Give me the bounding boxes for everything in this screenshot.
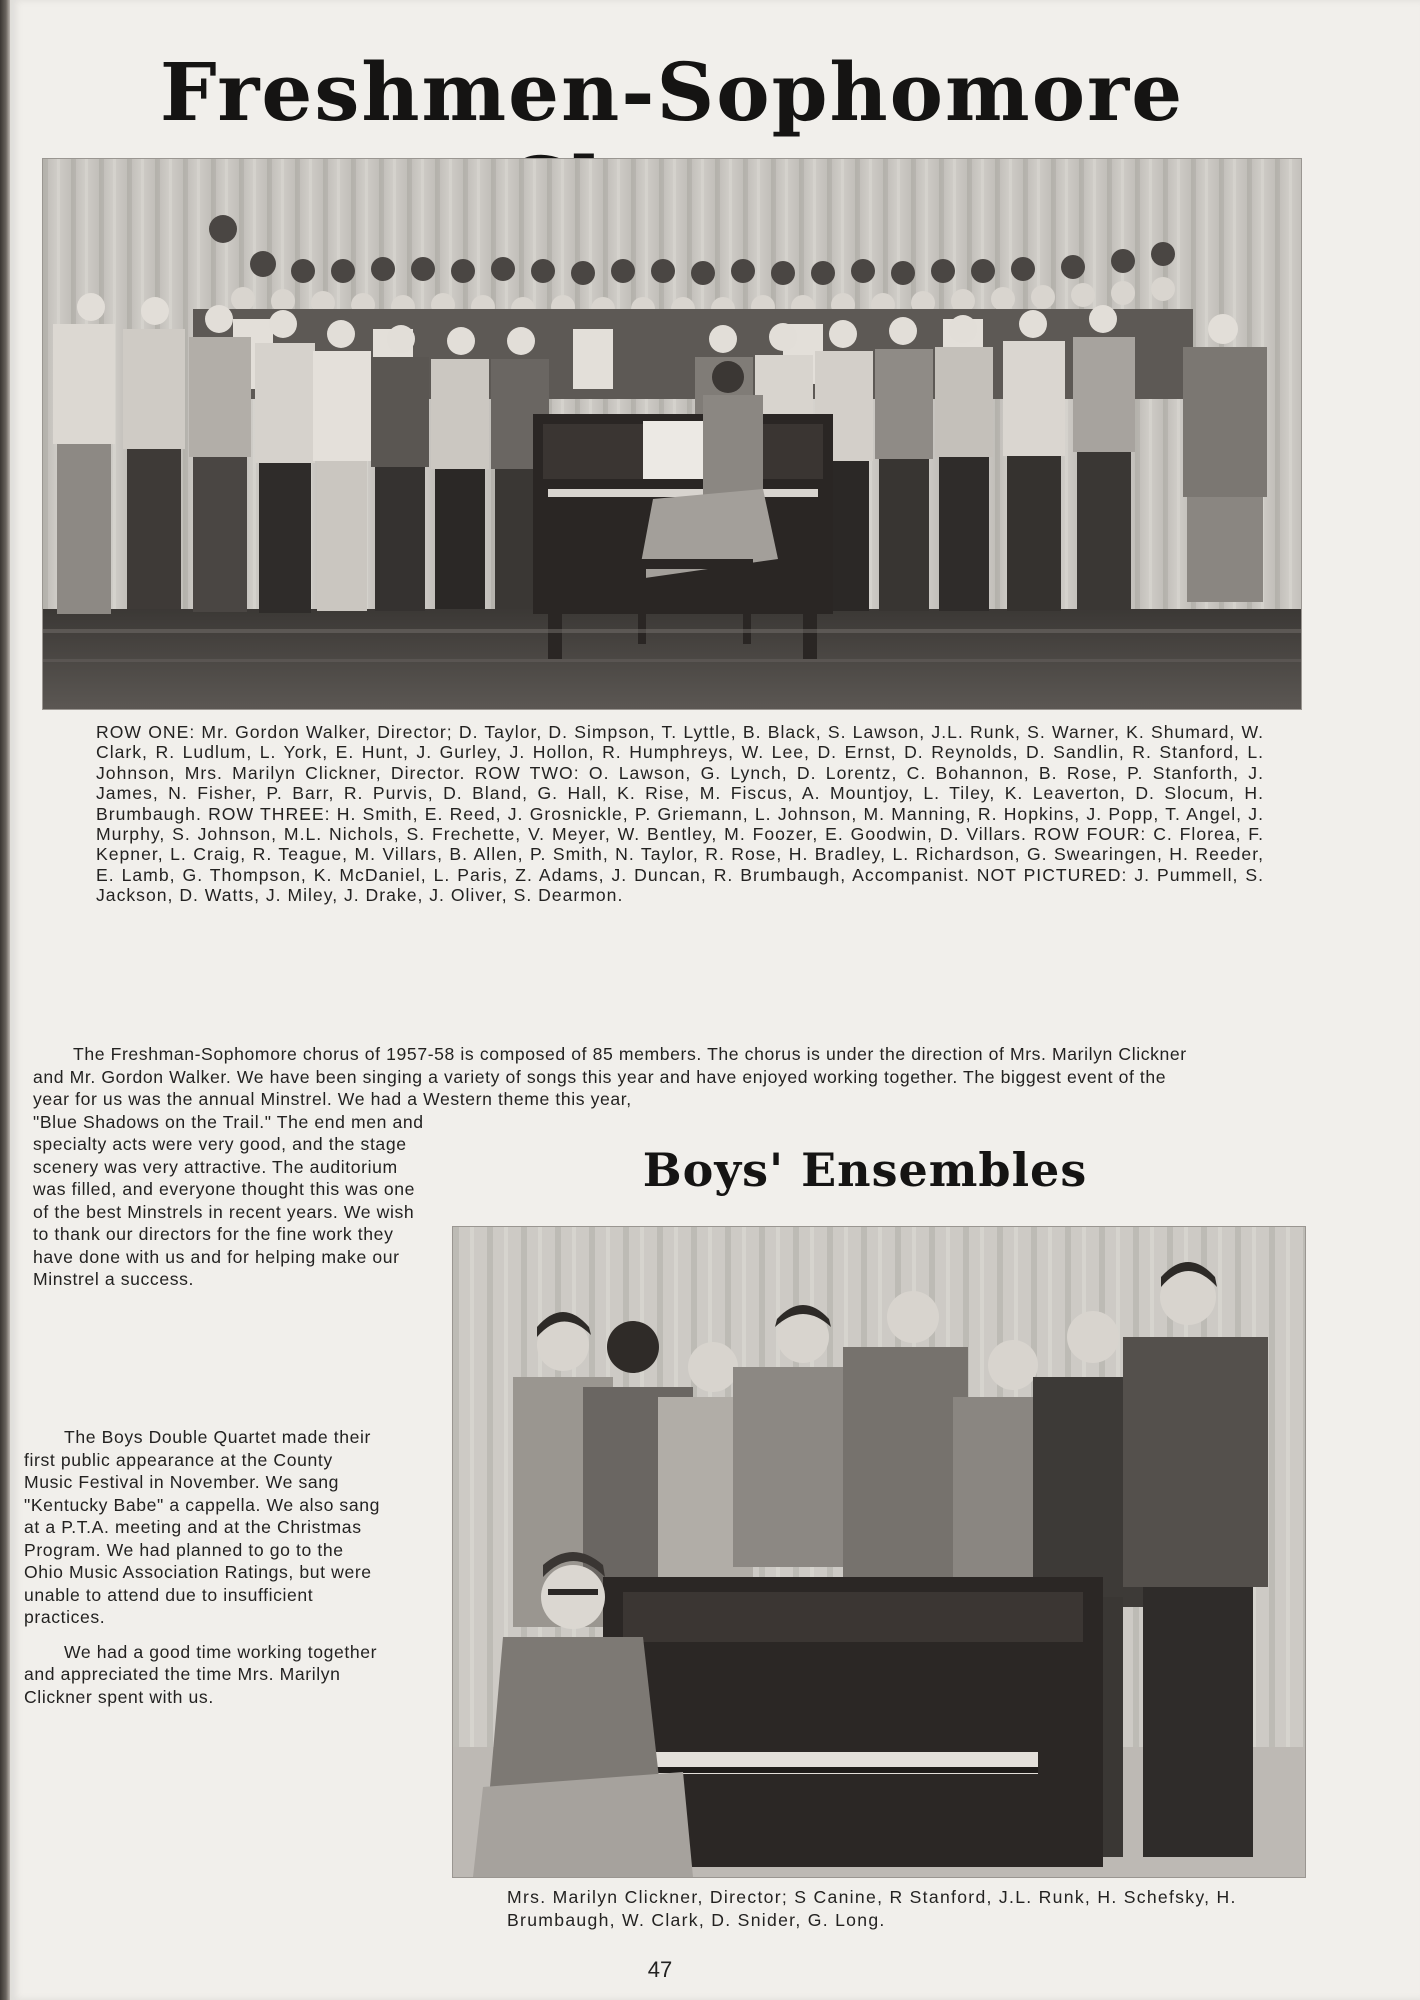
ensembles-paragraph: We had a good time working together and appreciated the time Mrs. Marilyn Clickner spent with us. bbox=[24, 1641, 378, 1707]
page-title: Freshmen-Sophomore bbox=[159, 45, 1185, 139]
ensembles-paragraph: The Boys Double Quartet made their first public appearance at the County Music Festival in November. We sang "Kentucky Babe" a cappella. We also sang at a P.T.A. meeting and at the Christmas Program. We had planned to go to the Ohio Music Association Ratings, but were unable to attend due to insufficient practices. bbox=[24, 1427, 380, 1627]
section-title: Boys' Ensembles bbox=[642, 1143, 1088, 1197]
chorus-photo bbox=[42, 158, 1302, 710]
page-number: 47 bbox=[647, 1957, 673, 1982]
book-binding bbox=[0, 0, 10, 2000]
chorus-description-continued: "Blue Shadows on the Trail." The end men and specialty acts were very good, and the stage scenery was very attractive. The auditorium was filled, and everyone thought this was one of the best Minstrels in recent years. We wish to thank our directors for the fine work they have done with us and for helping make our Minstrel a success. bbox=[33, 1111, 424, 1289]
ensembles-description bbox=[24, 1426, 384, 1720]
chorus-description-intro: The Freshman-Sophomore chorus of 1957-58 is composed of 85 members. The chorus is under the direction of Mrs. Marilyn Clickner and Mr. Gordon Walker. We have been singing a variety of songs this year and have enjoyed working together. The biggest event of the year for us was the annual Minstrel. We had a Western theme this year, bbox=[33, 1044, 1187, 1109]
ensemble-caption: Mrs. Marilyn Clickner, Director; S Canine, R Stanford, J.L. Runk, H. Schefsky, H. Brumbaugh, W. Clark, D. Snider, G. Long. bbox=[507, 1887, 1237, 1930]
chorus-caption: ROW ONE: Mr. Gordon Walker, Director; D. Taylor, D. Simpson, T. Lyttle, B. Black, S. Lawson, J.L. Runk, S. Warner, K. Shumard, W. Clark, R. Ludlum, L. York, E. Hunt, J. Gurley, J. Hollon, R. Humphreys, W. Lee, D. Ernst, D. Reynolds, D. Sandlin, R. Stanford, L. Johnson, Mrs. Marilyn Clickner, Director. ROW TWO: O. Lawson, G. Lynch, D. Lorentz, C. Bohannon, B. Rose, P. Stanforth, J. James, N. Fisher, P. Barr, R. Purvis, D. Bland, G. Hall, K. Rise, M. Fiscus, A. Mountjoy, L. Tiley, K. Leaverton, D. Slocum, H. Brumbaugh. ROW THREE: H. Smith, E. Reed, J. Grosnickle, P. Griemann, L. Johnson, M. Manning, R. Hopkins, J. Popp, T. Angel, J. Murphy, S. Johnson, M.L. Nichols, S. Frechette, V. Meyer, W. Bentley, M. Foozer, E. Goodwin, D. Villars. ROW FOUR: C. Florea, F. Kepner, L. Craig, R. Teague, M. Villars, B. Allen, P. Smith, N. Taylor, R. Rose, H. Bradley, L. Richardson, G. Swearingen, H. Reeder, E. Lamb, G. Thompson, K. McDaniel, L. Paris, Z. Adams, J. Duncan, R. Brumbaugh, Accompanist. NOT PICTURED: J. Pummell, S. Jackson, D. Watts, J. Miley, J. Drake, J. Oliver, S. Dearmon. bbox=[96, 722, 1264, 906]
ensemble-photo bbox=[452, 1226, 1306, 1878]
